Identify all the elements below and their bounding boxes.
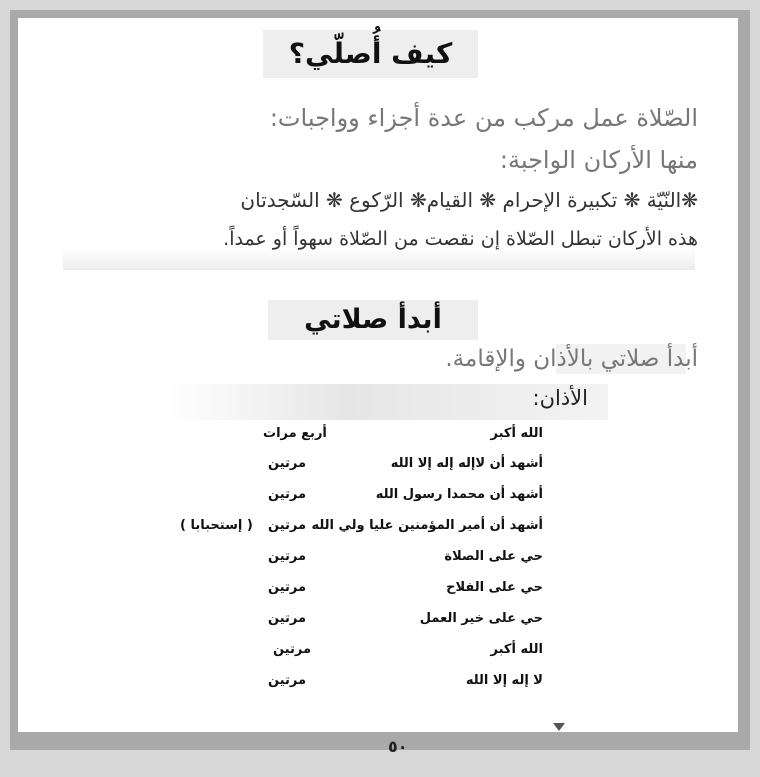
table-row (18, 487, 738, 513)
adhan-phrase: حي على خير العمل (419, 611, 543, 626)
table-row (18, 518, 738, 544)
adhan-label: الأذان: (532, 386, 588, 410)
adhan-note: ( إستحبابا ) (180, 518, 253, 533)
adhan-phrase: أشهد أن أمير المؤمنين عليا ولي الله (311, 518, 543, 533)
pillars-list: ❋النّيّة ❋ تكبيرة الإحرام ❋ القيام❋ الرّكوع ❋ السّجدتان (240, 188, 698, 212)
adhan-count: مرتين (268, 518, 307, 533)
adhan-count: مرتين (273, 642, 312, 657)
table-row (18, 456, 738, 482)
adhan-count: مرتين (268, 456, 307, 471)
start-line: أبدأ صلاتي بالأذان والإقامة. (445, 346, 698, 372)
adhan-phrase: الله أكبر (490, 642, 543, 657)
adhan-phrase: أشهد أن لاإله إله إلا الله (390, 456, 543, 471)
adhan-phrase: الله أكبر (490, 426, 543, 441)
adhan-phrase: حي على الصلاة (444, 549, 543, 564)
adhan-phrase: حي على الفلاح (446, 580, 543, 595)
corner-mark (553, 723, 565, 731)
adhan-count: مرتين (268, 487, 307, 502)
heading-start-prayer: أبدأ صلاتي (268, 300, 478, 340)
heading-how-to-pray: كيف أُصلّي؟ (263, 30, 478, 78)
page (18, 18, 738, 732)
page-number: ٥٠ (388, 737, 408, 756)
table-row (18, 549, 738, 575)
adhan-count: مرتين (268, 549, 307, 564)
shadow-band (63, 248, 695, 270)
adhan-phrase: لا إله إلا الله (465, 673, 543, 688)
adhan-count: مرتين (268, 673, 307, 688)
intro-line-1: الصّلاة عمل مركب من عدة أجزاء وواجبات: (269, 104, 698, 132)
table-row (18, 642, 738, 668)
adhan-phrase: أشهد أن محمدا رسول الله (375, 487, 543, 502)
table-row (18, 580, 738, 606)
table-row (18, 673, 738, 699)
adhan-count: مرتين (268, 611, 307, 626)
table-row (18, 426, 738, 452)
table-row (18, 611, 738, 637)
adhan-count: أربع مرات (263, 426, 327, 441)
adhan-count: مرتين (268, 580, 307, 595)
pillars-note: هذه الأركان تبطل الصّلاة إن نقصت من الصّلاة سهواً أو عمداً. (223, 228, 698, 250)
intro-line-2: منها الأركان الواجبة: (499, 146, 698, 174)
